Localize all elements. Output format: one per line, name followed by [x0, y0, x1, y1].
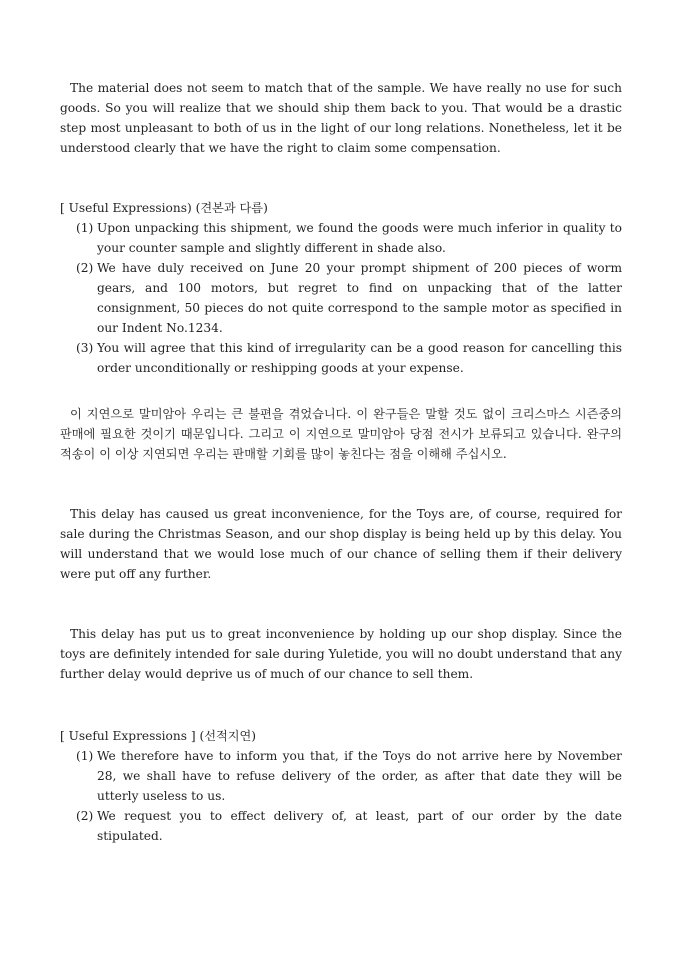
list-item [60, 258, 622, 338]
item-text: Upon unpacking this shipment, we found the goods were much inferior in quality to your counter sample and slightly different in shade also. [97, 221, 622, 255]
item-number: (2) [76, 809, 94, 823]
paragraph-korean-delay: 이 지연으로 말미암아 우리는 큰 불편을 겪었습니다. 이 완구들은 말할 것도 없이 크리스마스 시즌중의 판매에 필요한 것이기 때문입니다. 그리고 이 지연으로 말미암아 당점 전시가 보류되고 있습니다. 완구의 적송이 이 이상 지연되면 우리는 판매할 기회를 많이 놓친다는 점을 이해해 주십시오. [60, 407, 622, 461]
item-number: (1) [76, 749, 94, 763]
item-text: We have duly received on June 20 your prompt shipment of 200 pieces of worm gears, and 100 motors, but regret to find on unpacking that of the latter consignment, 50 pieces do not quite correspond to the sample motor as specified in our Indent No.1234. [97, 261, 622, 335]
list-item [60, 338, 622, 378]
section-heading-sample: [ Useful Expressions) (견본과 다름) [60, 201, 268, 215]
document-page [60, 78, 622, 846]
paragraph-shop-display: This delay has put us to great inconvenience by holding up our shop display. Since the toys are definitely intended for sale during Yuletide, you will no doubt understand that any further delay would deprive us of much of our chance to sell them. [60, 627, 622, 681]
item-text: We therefore have to inform you that, if the Toys do not arrive here by November 28, we shall have to refuse delivery of the order, as after that date they will be utterly useless to us. [97, 749, 622, 803]
list-item [60, 746, 622, 806]
paragraph-delay-inconvenience: This delay has caused us great inconvenience, for the Toys are, of course, required for sale during the Christmas Season, and our shop display is being held up by this delay. You will understand that we would lose much of our chance of selling them if their delivery were put off any further. [60, 507, 622, 581]
item-number: (3) [76, 341, 94, 355]
list-item [60, 218, 622, 258]
item-number: (1) [76, 221, 94, 235]
useful-expressions-delay [60, 726, 622, 846]
section-heading-delay: [ Useful Expressions ] (선적지연) [60, 729, 257, 743]
expression-list-delay [60, 746, 622, 846]
useful-expressions-sample [60, 198, 622, 378]
expression-list-sample [60, 218, 622, 378]
item-number: (2) [76, 261, 94, 275]
item-text: We request you to effect delivery of, at least, part of our order by the date stipulated. [97, 809, 622, 843]
list-item [60, 806, 622, 846]
paragraph-sample-mismatch: The material does not seem to match that of the sample. We have really no use for such goods. So you will realize that we should ship them back to you. That would be a drastic step most unpleasant to both of us in the light of our long relations. Nonetheless, let it be understood clearly that we have the right to claim some compensation. [60, 81, 622, 155]
item-text: You will agree that this kind of irregularity can be a good reason for cancelling this order unconditionally or reshipping goods at your expense. [97, 341, 622, 375]
